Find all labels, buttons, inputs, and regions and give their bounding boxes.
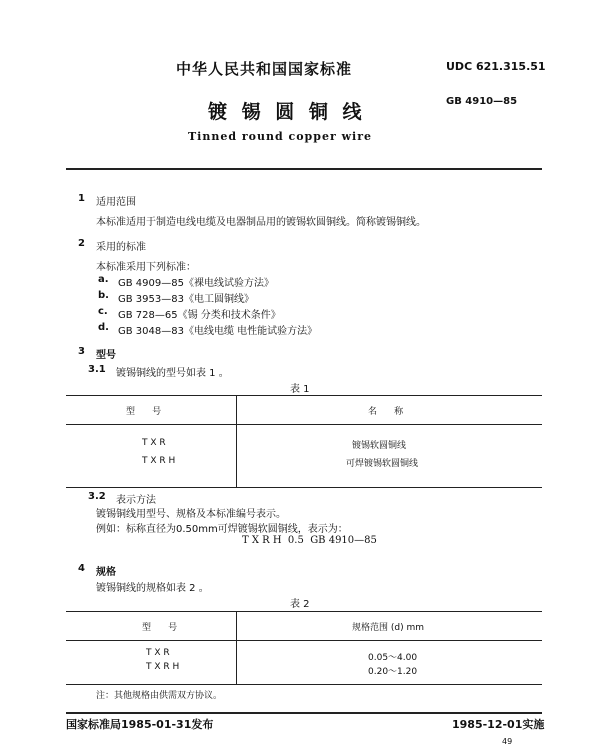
doc-title-zh: 镀 锡 圆 铜 线 [208, 101, 366, 123]
page-number: 49 [502, 737, 513, 746]
section-2-title: 采用的标准 [96, 242, 146, 253]
header-rule [66, 168, 542, 170]
table-1-header-model: 型 号 [126, 407, 162, 417]
table-2-bottom-rule [66, 684, 542, 685]
footer-rule [66, 712, 542, 714]
table-2-top-rule [66, 611, 542, 612]
section-3-2-line-2: 例如：标称直径为0.50mm可焊镀锡软圆铜线，表示为： [96, 524, 348, 535]
section-3-2-example: T X R H 0.5 GB 4910—85 [242, 535, 377, 546]
table-2-header-range: 规格范围 (d) mm [352, 623, 424, 633]
table-1-row-2-name: 可焊镀锡软圆铜线 [346, 459, 419, 469]
doc-title-en: Tinned round copper wire [188, 130, 373, 143]
ref-b-text: GB 3953—83《电工圆铜线》 [118, 294, 254, 305]
table-2-row-2-model: T X R H [146, 662, 180, 672]
ref-d-label: d. [98, 322, 109, 333]
section-4-text: 镀锡铜线的规格如表 2 。 [96, 583, 209, 594]
udc-code: UDC 621.315.51 [446, 60, 546, 73]
section-2-number: 2 [78, 238, 85, 249]
table-2-divider [236, 611, 237, 684]
ref-c-text: GB 728—65《锡 分类和技术条件》 [118, 310, 281, 321]
section-1-text: 本标准适用于制造电线电缆及电器制品用的镀锡软圆铜线。简称镀锡铜线。 [96, 217, 426, 228]
ref-c-label: c. [98, 306, 108, 317]
section-1-title: 适用范围 [96, 197, 136, 208]
table-1-row-2-model: T X R H [142, 456, 176, 466]
table-2-caption: 表 2 [290, 599, 310, 610]
section-4-number: 4 [78, 563, 85, 574]
section-3-2-line-1: 镀锡铜线用型号、规格及本标准编号表示。 [96, 509, 286, 520]
section-3-2-title: 表示方法 [116, 495, 156, 506]
table-1-top-rule [66, 395, 542, 396]
ref-d-text: GB 3048—83《电线电缆 电性能试验方法》 [118, 326, 318, 337]
approval-date: 国家标准局1985-01-31发布 [66, 718, 214, 731]
section-3-1-text: 镀锡铜线的型号如表 1 。 [116, 368, 229, 379]
table-2-note: 注：其他规格由供需双方协议。 [96, 691, 223, 701]
ref-b-label: b. [98, 290, 109, 301]
table-2-row-1-model: T X R [146, 648, 170, 658]
table-1-divider [236, 395, 237, 487]
effective-date: 1985-12-01实施 [452, 718, 545, 731]
table-1-header-name: 名 称 [368, 407, 404, 417]
table-2-row-2-range: 0.20～1.20 [368, 667, 418, 677]
ref-a-text: GB 4909—85《裸电线试验方法》 [118, 278, 274, 289]
table-1-caption: 表 1 [290, 384, 310, 395]
section-3-2-number: 3.2 [88, 491, 106, 502]
standard-title: 中华人民共和国国家标准 [176, 60, 353, 78]
section-1-number: 1 [78, 193, 85, 204]
table-2-header-model: 型 号 [142, 623, 178, 633]
table-1-header-rule [66, 424, 542, 425]
gb-code: GB 4910—85 [446, 96, 518, 107]
ref-a-label: a. [98, 274, 109, 285]
section-4-title: 规格 [96, 567, 116, 578]
section-3-1-number: 3.1 [88, 364, 106, 375]
table-1-row-1-name: 镀锡软圆铜线 [352, 441, 407, 451]
table-2-row-1-range: 0.05～4.00 [368, 653, 418, 663]
table-1-bottom-rule [66, 487, 542, 488]
section-2-intro: 本标准采用下列标准： [96, 262, 196, 273]
table-2-header-rule [66, 640, 542, 641]
table-1-row-1-model: T X R [142, 438, 166, 448]
section-3-title: 型号 [96, 350, 116, 361]
section-3-number: 3 [78, 346, 85, 357]
